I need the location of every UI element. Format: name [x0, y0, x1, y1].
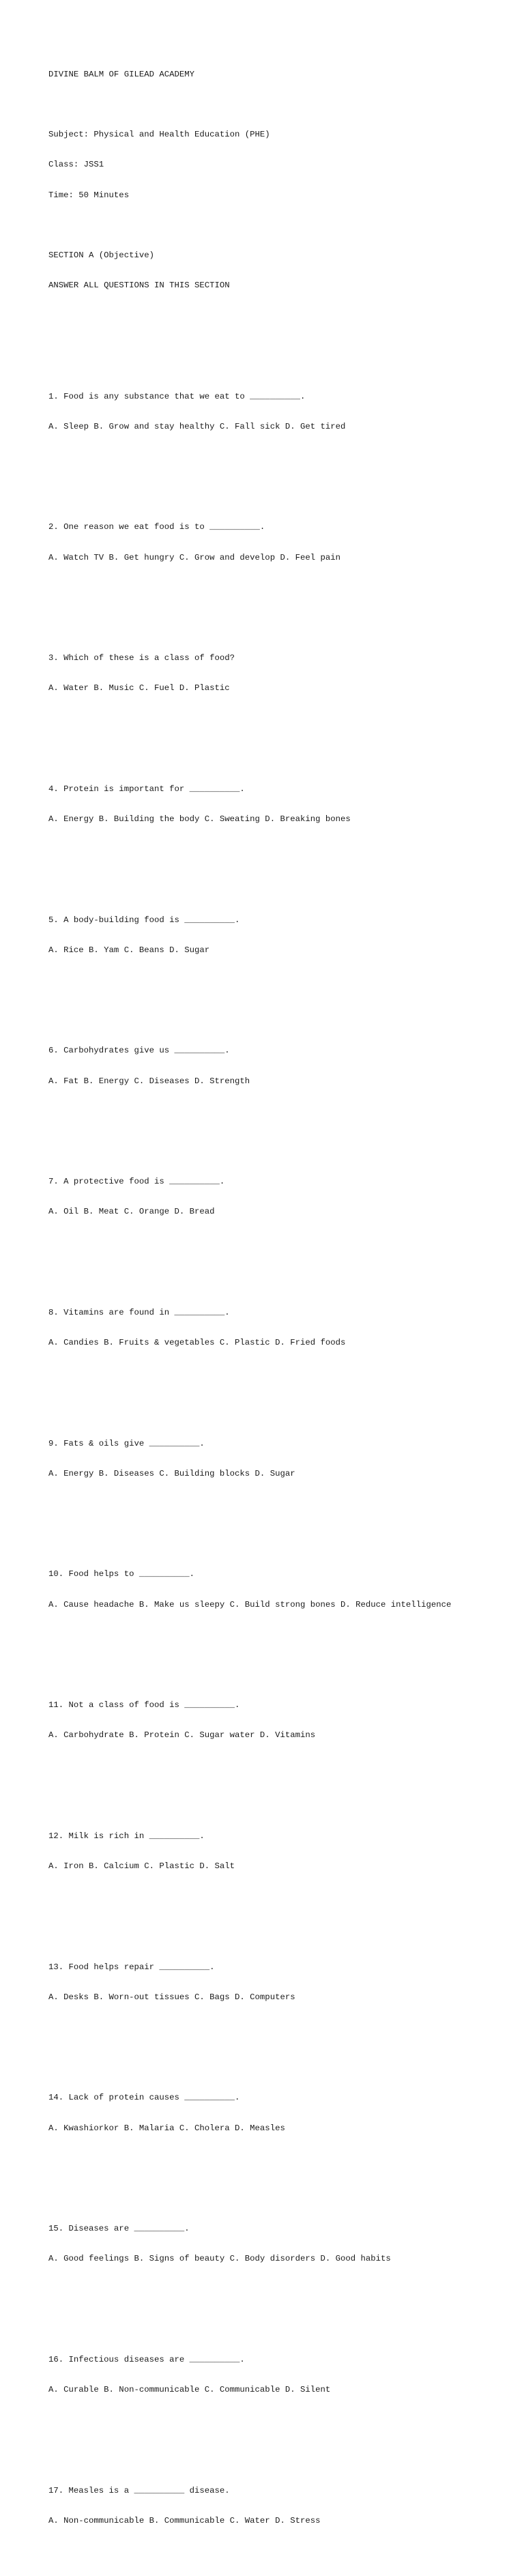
question-item: [48, 1781, 519, 1891]
question-text: 7. A protective food is __________.: [48, 1177, 225, 1186]
question-text: 6. Carbohydrates give us __________.: [48, 1046, 230, 1056]
question-item: [48, 865, 519, 975]
question-text: 14. Lack of protein causes __________.: [48, 2093, 240, 2103]
section-title: SECTION A (Objective): [48, 251, 154, 260]
question-options: A. Sleep B. Grow and stay healthy C. Fall sick D. Get tired: [48, 421, 346, 431]
question-item: [48, 1126, 519, 1237]
question-item: [48, 2043, 519, 2153]
question-options: A. Water B. Music C. Fuel D. Plastic: [48, 683, 230, 693]
subject-line: Subject: Physical and Health Education (PHE): [48, 130, 270, 139]
question-item: [48, 734, 519, 844]
question-options: A. Fat B. Energy C. Diseases D. Strength: [48, 1076, 250, 1086]
question-options: A. Non-communicable B. Communicable C. Water D. Stress: [48, 2515, 321, 2525]
question-options: A. Energy B. Building the body C. Sweating D. Breaking bones: [48, 814, 351, 824]
question-item: [48, 1519, 519, 1630]
question-options: A. Rice B. Yam C. Beans D. Sugar: [48, 945, 210, 955]
question-text: 9. Fats & oils give __________.: [48, 1438, 205, 1448]
question-item: [48, 1650, 519, 1760]
question-text: 17. Measles is a __________ disease.: [48, 2485, 230, 2495]
question-item: [48, 2304, 519, 2415]
question-text: 3. Which of these is a class of food?: [48, 653, 235, 663]
question-options: A. Cause headache B. Make us sleepy C. Build strong bones D. Reduce intelligence: [48, 1599, 452, 1609]
question-text: 2. One reason we eat food is to __________.: [48, 522, 265, 532]
document-page: [48, 49, 519, 2576]
question-item: [48, 2435, 519, 2546]
question-options: A. Good feelings B. Signs of beauty C. Body disorders D. Good habits: [48, 2254, 391, 2264]
question-item: [48, 1388, 519, 1499]
question-text: 13. Food helps repair __________.: [48, 1962, 215, 1972]
question-options: A. Carbohydrate B. Protein C. Sugar water D. Vitamins: [48, 1730, 316, 1741]
question-item: [48, 996, 519, 1106]
question-item: [48, 1912, 519, 2022]
question-text: 16. Infectious diseases are __________.: [48, 2354, 245, 2364]
question-text: 5. A body-building food is __________.: [48, 915, 240, 925]
spacer: [48, 100, 519, 110]
question-options: A. Kwashiorkor B. Malaria C. Cholera D. Measles: [48, 2123, 285, 2133]
question-list: [48, 321, 519, 2566]
question-item: [48, 341, 519, 452]
question-options: A. Curable B. Non-communicable C. Communicable D. Silent: [48, 2385, 331, 2394]
question-text: 11. Not a class of food is __________.: [48, 1700, 240, 1710]
question-options: A. Watch TV B. Get hungry C. Grow and develop D. Feel pain: [48, 552, 341, 562]
question-text: 8. Vitamins are found in __________.: [48, 1307, 230, 1317]
question-text: 4. Protein is important for __________.: [48, 784, 245, 794]
question-item: [48, 2173, 519, 2284]
question-item: [48, 472, 519, 583]
question-item: [48, 1257, 519, 1368]
question-options: A. Candies B. Fruits & vegetables C. Plastic D. Fried foods: [48, 1338, 346, 1347]
question-text: 1. Food is any substance that we eat to __________.: [48, 391, 306, 401]
question-item: [48, 603, 519, 713]
question-options: A. Energy B. Diseases C. Building blocks D. Sugar: [48, 1468, 295, 1478]
question-text: 15. Diseases are __________.: [48, 2224, 190, 2233]
time-line: Time: 50 Minutes: [48, 190, 130, 200]
section-instruction: ANSWER ALL QUESTIONS IN THIS SECTION: [48, 281, 230, 291]
spacer: [48, 220, 519, 231]
question-options: A. Oil B. Meat C. Orange D. Bread: [48, 1207, 215, 1217]
class-line: Class: JSS1: [48, 160, 104, 170]
question-options: A. Desks B. Worn-out tissues C. Bags D. Computers: [48, 1992, 295, 2002]
question-text: 12. Milk is rich in __________.: [48, 1831, 205, 1841]
question-text: 10. Food helps to __________.: [48, 1569, 195, 1579]
question-options: A. Iron B. Calcium C. Plastic D. Salt: [48, 1861, 235, 1871]
school-name: DIVINE BALM OF GILEAD ACADEMY: [48, 69, 195, 79]
